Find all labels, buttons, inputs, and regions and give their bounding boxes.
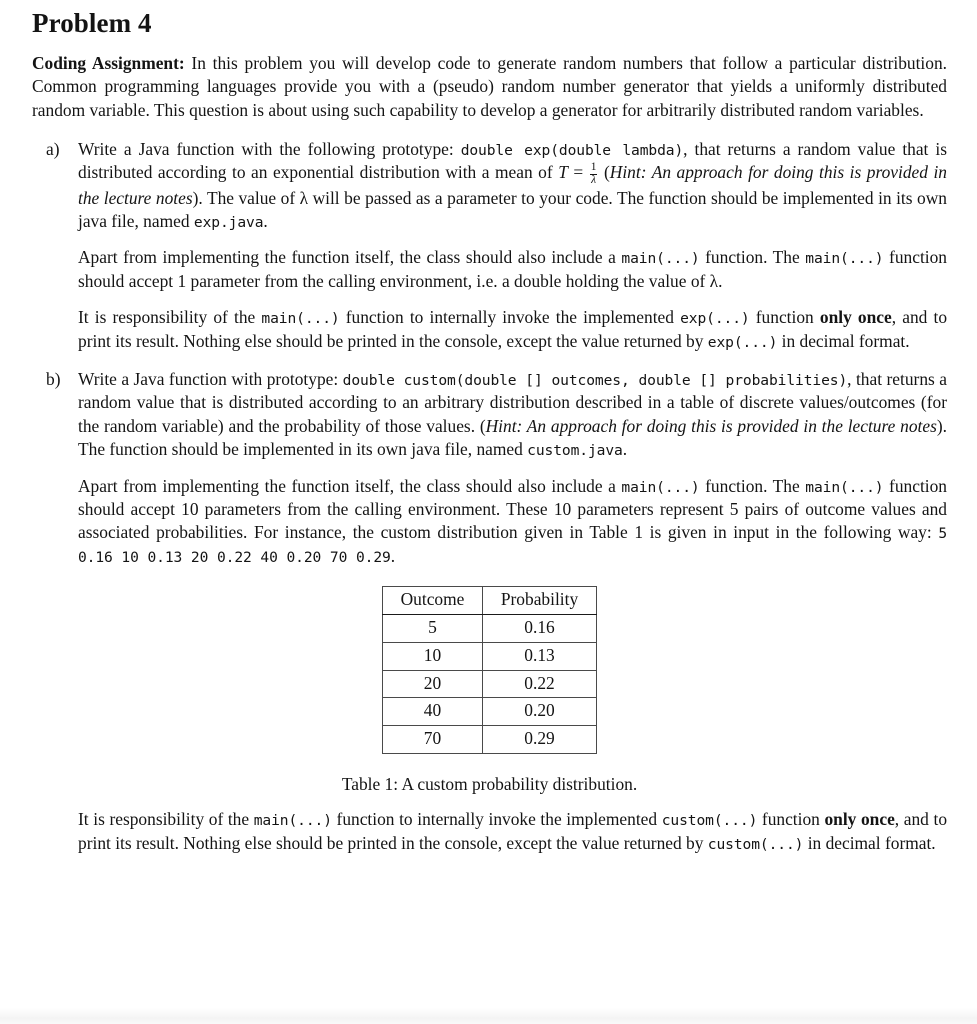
text-segment: function — [757, 809, 825, 830]
text-segment: function should accept 10 parameters from the calling environment. These 10 parameters represent 5 pairs of outcome values and associated probabilities. For instance, the custom distribution given in Table 1 is given in input in the following way: — [78, 475, 947, 543]
text-segment: ). The function should be implemented in its own java file, named — [78, 415, 947, 460]
text-segment: function — [749, 307, 820, 328]
page-bottom-fade — [0, 1008, 977, 1024]
text-segment: . — [390, 545, 396, 566]
code-main-5: main(...) — [805, 478, 884, 496]
text-segment: Apart from implementing the function itself, the class should also include a — [78, 247, 622, 268]
fraction-numerator: 1 — [590, 160, 597, 173]
hint-text-b: Hint: An approach for doing this is provided in the lecture notes — [485, 415, 937, 436]
cell-probability: 0.29 — [483, 726, 597, 754]
probability-table — [382, 586, 597, 754]
text-segment: ( — [598, 162, 610, 183]
table-row — [383, 642, 597, 670]
problem-parts-list — [32, 138, 947, 568]
table-row — [383, 670, 597, 698]
table-caption: Table 1: A custom probability distribution. — [341, 773, 638, 794]
text-segment: , and to print its result. Nothing else should be printed in the console, except the value returned by — [78, 307, 948, 351]
part-a-paragraph-1 — [78, 138, 947, 234]
part-b-paragraph-2 — [78, 475, 947, 569]
cell-outcome: 10 — [383, 642, 483, 670]
text-segment: function to internally invoke the implemented — [331, 809, 662, 830]
cell-outcome: 20 — [383, 670, 483, 698]
code-exp-call-2: exp(...) — [707, 333, 778, 351]
page-title: Problem 4 — [32, 8, 152, 38]
text-segment: function. The — [699, 475, 806, 496]
intro-paragraph — [32, 52, 947, 122]
cell-probability: 0.13 — [483, 642, 597, 670]
math-equals: = — [573, 162, 584, 183]
problem-part-b — [32, 368, 947, 568]
table-row — [383, 726, 597, 754]
cell-probability: 0.20 — [483, 698, 597, 726]
problem-part-a — [32, 138, 947, 353]
code-main-1: main(...) — [621, 250, 700, 268]
text-segment: function. The — [699, 247, 806, 268]
code-main-6: main(...) — [253, 812, 332, 830]
math-fraction-one-over-lambda — [590, 162, 598, 187]
cell-outcome: 40 — [383, 698, 483, 726]
code-main-4: main(...) — [621, 478, 700, 496]
final-paragraph-container — [32, 808, 947, 855]
text-segment: in decimal format. — [803, 832, 936, 853]
cell-outcome: 5 — [383, 615, 483, 643]
code-exp-prototype: double exp(double lambda) — [460, 141, 684, 159]
code-custom-call-2: custom(...) — [707, 835, 804, 853]
code-exp-call-1: exp(...) — [680, 310, 750, 328]
cell-outcome: 70 — [383, 726, 483, 754]
table-body — [383, 615, 597, 754]
text-segment: in decimal format. — [777, 330, 910, 351]
code-main-3: main(...) — [261, 310, 340, 328]
table-header-outcome: Outcome — [383, 587, 483, 615]
part-b-marker: b) — [46, 369, 61, 390]
intro-text: In this problem you will develop code to generate random numbers that follow a particular distribution. Common programming languages provide you with a (pseudo) random number generator that yields a uniformly distributed random variable. This question is about using such capability to develop a generator for arbitrarily distributed random variables. — [32, 52, 947, 120]
fraction-denominator: λ — [591, 173, 597, 186]
text-segment: function to internally invoke the implemented — [339, 307, 681, 328]
table-head — [383, 587, 597, 615]
emphasis-only-once-a: only once — [819, 307, 892, 328]
text-segment: function should accept 1 parameter from the calling environment, i.e. a double holding the value of λ. — [78, 247, 947, 291]
text-segment: It is responsibility of the — [78, 809, 254, 830]
table-row — [383, 615, 597, 643]
text-segment: , and to print its result. Nothing else should be printed in the console, except the value returned by — [78, 809, 948, 853]
code-sample-input: 5 0.16 10 0.13 20 0.22 40 0.20 70 0.29 — [78, 525, 947, 566]
cell-probability: 0.16 — [483, 615, 597, 643]
part-a-paragraph-2 — [78, 246, 947, 293]
hint-text-a: Hint: An approach for doing this is provided in the lecture notes — [78, 162, 947, 208]
part-a-paragraph-3 — [78, 306, 947, 353]
text-segment: ). The value of λ will be passed as a parameter to your code. The function should be implemented in its own java file, named — [78, 187, 947, 232]
text-segment: Write a Java function with the following prototype: — [78, 138, 461, 159]
intro-lead-label: Coding Assignment: — [32, 52, 185, 73]
text-segment: Apart from implementing the function itself, the class should also include a — [78, 475, 622, 496]
cell-probability: 0.22 — [483, 670, 597, 698]
text-segment: Write a Java function with prototype: — [78, 369, 343, 390]
table-header-row — [383, 587, 597, 615]
table-row — [383, 698, 597, 726]
probability-table-container — [32, 586, 947, 754]
code-main-2: main(...) — [805, 250, 884, 268]
part-a-marker: a) — [46, 138, 60, 159]
text-segment: . — [622, 439, 628, 460]
table-header-probability: Probability — [483, 587, 597, 615]
math-var-T: T — [558, 162, 568, 183]
text-segment: , that returns a random value that is distributed according to an arbitrary distribution described in a table of discrete values/outcomes (for the random variable) and the probability of those values. ( — [78, 369, 947, 436]
code-exp-java-file: exp.java — [193, 214, 264, 232]
text-segment: It is responsibility of the — [78, 307, 262, 328]
final-paragraph — [78, 808, 947, 855]
emphasis-only-once-b: only once — [824, 809, 895, 830]
code-custom-prototype: double custom(double [] outcomes, double [] probabilities) — [342, 372, 848, 390]
code-custom-java-file: custom.java — [527, 442, 623, 460]
part-b-paragraph-1 — [78, 368, 947, 462]
text-segment: . — [263, 211, 268, 232]
code-custom-call-1: custom(...) — [661, 812, 758, 830]
text-segment: , that returns a random value that is distributed according to an exponential distribution with a mean of — [78, 138, 947, 183]
